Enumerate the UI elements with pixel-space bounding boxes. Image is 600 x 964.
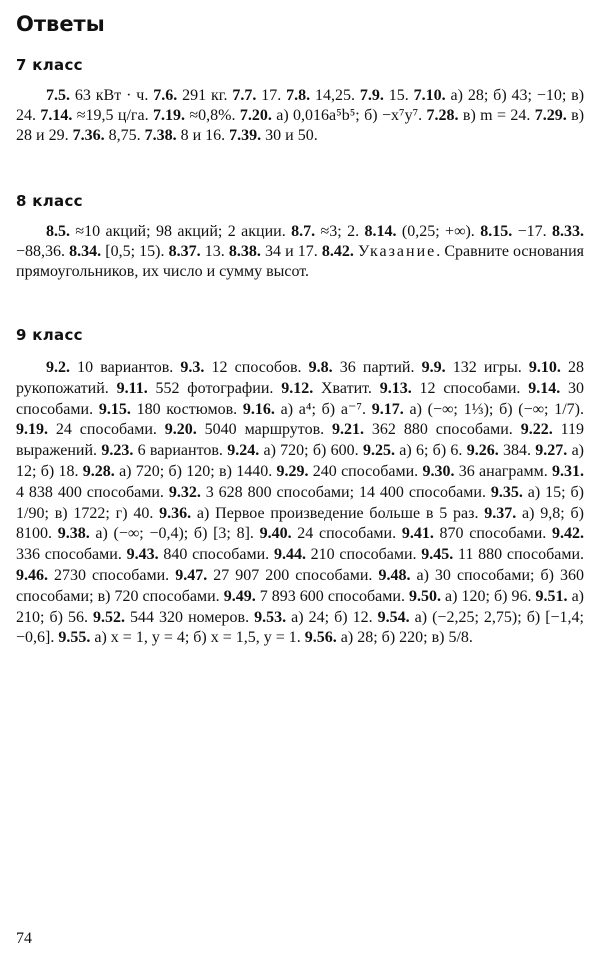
answer-text: 336 способами. xyxy=(16,546,127,564)
answer-text: ≈19,5 ц/га. xyxy=(72,107,153,124)
answer-text: 15. xyxy=(383,87,414,104)
problem-number: 9.25. xyxy=(362,442,395,460)
answer-text: 6 вариантов. xyxy=(133,442,228,460)
answers-grade-9 xyxy=(16,358,584,649)
problem-number: 7.14. xyxy=(40,107,73,124)
answer-text: а) Первое произведение больше в 5 раз. xyxy=(191,504,485,522)
answer-text: 5040 маршрутов. xyxy=(196,421,333,439)
problem-number: 7.7. xyxy=(232,87,257,104)
answer-text: 7 893 600 способами. xyxy=(255,587,409,605)
answer-text: а) 120; б) 96. xyxy=(440,587,536,605)
problem-number: 8.15. xyxy=(480,223,513,240)
answer-text: 12 способов. xyxy=(204,359,309,376)
answer-text: а) 9,8; б) 8100. xyxy=(16,504,585,543)
problem-number: 9.3. xyxy=(180,359,205,376)
answer-text: 30 и 50. xyxy=(261,127,318,144)
answer-text: а) 6; б) 6. xyxy=(394,442,467,460)
problem-number: 7.5. xyxy=(46,87,70,104)
answer-text: а) a⁴; б) a⁻⁷. xyxy=(274,400,372,418)
problem-number: 9.15. xyxy=(98,400,131,418)
answer-text: ≈0,8%. xyxy=(184,107,240,124)
answer-text: 8 и 16. xyxy=(176,127,230,144)
answer-text: а) 210; б) 56. xyxy=(16,587,585,626)
answer-text: 4 838 400 способами. xyxy=(16,483,169,501)
problem-number: 9.21. xyxy=(332,421,365,439)
problem-number: 9.47. xyxy=(175,566,208,584)
answer-text: 36 партий. xyxy=(332,359,422,376)
problem-number: 9.43. xyxy=(126,546,159,564)
problem-number: 9.54. xyxy=(377,608,410,626)
answer-text: а) 15; б) 1/90; в) 1722; г) 40. xyxy=(16,483,585,522)
problem-number: 9.20. xyxy=(164,421,197,439)
answers-grade-8 xyxy=(16,222,584,282)
problem-number: 7.29. xyxy=(534,107,567,124)
answer-text: а) 720; б) 600. xyxy=(259,442,363,460)
problem-number: 7.36. xyxy=(72,127,105,144)
answer-text: 17. xyxy=(256,87,287,104)
problem-number: 9.49. xyxy=(223,587,256,605)
problem-number: 9.19. xyxy=(16,421,48,439)
answer-text: ≈3; 2. xyxy=(315,223,365,240)
problem-number: 9.53. xyxy=(254,608,287,626)
problem-number: 9.22. xyxy=(520,421,553,439)
answer-text: 13. xyxy=(200,243,229,260)
answer-text: а) x = 1, y = 4; б) x = 1,5, y = 1. xyxy=(90,629,305,647)
problem-number: 8.14. xyxy=(364,223,397,240)
answer-text: 119 выражений. xyxy=(16,421,585,460)
problem-number: 9.40. xyxy=(259,525,292,543)
problem-number: 9.13. xyxy=(379,379,412,397)
answer-text: 28 рукопожатий. xyxy=(16,359,585,397)
answer-text: 552 фотографии. xyxy=(147,379,282,397)
problem-number: 9.48. xyxy=(378,566,411,584)
problem-number: 9.36. xyxy=(159,504,192,522)
problem-number: 9.28. xyxy=(82,462,115,480)
problem-number: 9.11. xyxy=(116,379,148,397)
answer-text: 30 способами. xyxy=(16,379,584,418)
problem-number: 7.28. xyxy=(426,107,459,124)
problem-number: 9.56. xyxy=(304,629,337,647)
problem-number: 9.8. xyxy=(308,359,333,376)
answer-text: 384. xyxy=(498,442,536,460)
answer-text: 132 игры. xyxy=(445,359,529,376)
section-heading-grade-9: 9 класс xyxy=(16,326,83,344)
section-heading-grade-7: 7 класс xyxy=(16,56,83,74)
problem-number: 9.14. xyxy=(528,379,561,397)
problem-number: 9.23. xyxy=(101,442,134,460)
problem-number: 9.31. xyxy=(552,462,584,480)
answer-text: 24 способами. xyxy=(291,525,402,543)
problem-number: 9.37. xyxy=(484,504,517,522)
answer-text: [0,5; 15). xyxy=(101,243,169,260)
hint-text: . Сравните основания прямоугольников, их число и сумму высот. xyxy=(16,243,585,280)
answer-text: 12 способами. xyxy=(411,379,529,397)
answer-text: а) 28; б) 43; −10; в) 24. xyxy=(16,87,585,124)
page-title: Ответы xyxy=(16,12,105,36)
problem-number: 9.55. xyxy=(58,629,91,647)
answer-text: 63 кВт · ч. xyxy=(70,87,154,104)
answer-text: 24 способами. xyxy=(48,421,165,439)
problem-number: 8.33. xyxy=(552,223,585,240)
problem-number: 9.10. xyxy=(528,359,561,376)
answer-text: 870 способами. xyxy=(433,525,553,543)
problem-number: 7.10. xyxy=(413,87,446,104)
answer-text: а) 0,016a⁵b⁵; б) −x⁷y⁷. xyxy=(271,107,427,124)
problem-number: 9.46. xyxy=(16,566,48,584)
answer-text: а) 12; б) 18. xyxy=(16,442,585,480)
problem-number: 9.42. xyxy=(552,525,585,543)
problem-number: 9.35. xyxy=(490,483,523,501)
problem-number: 9.44. xyxy=(273,546,306,564)
answer-text: 10 вариантов. xyxy=(70,359,181,376)
problem-number: 9.50. xyxy=(408,587,441,605)
answer-text: а) 28; б) 220; в) 5/8. xyxy=(336,629,473,647)
answer-text: 291 кг. xyxy=(177,87,233,104)
problem-number: 7.8. xyxy=(286,87,311,104)
problem-number: 9.12. xyxy=(281,379,314,397)
answer-text: 8,75. xyxy=(104,127,145,144)
answer-text: 180 костюмов. xyxy=(130,400,243,418)
problem-number: 9.52. xyxy=(93,608,125,626)
hint-label: Указание xyxy=(358,243,437,260)
problem-number: 7.39. xyxy=(229,127,262,144)
problem-number: 9.24. xyxy=(227,442,260,460)
problem-number: 9.30. xyxy=(422,462,455,480)
answer-text: (0,25; +∞). xyxy=(396,223,481,240)
answer-text: −17. xyxy=(512,223,553,240)
answer-text: а) 720; б) 120; в) 1440. xyxy=(114,462,277,480)
answer-text: 11 880 способами. xyxy=(453,546,585,564)
page-number: 74 xyxy=(16,930,32,947)
answer-text: а) (−2,25; 2,75); б) [−1,4; −0,6]. xyxy=(16,608,584,647)
answer-text: 36 анаграмм. xyxy=(454,462,552,480)
problem-number: 9.41. xyxy=(401,525,434,543)
problem-number: 9.29. xyxy=(276,462,309,480)
answer-text: 362 880 способами. xyxy=(364,421,521,439)
answer-text: −88,36. xyxy=(16,243,70,260)
answer-text: 27 907 200 способами. xyxy=(207,566,379,584)
problem-number: 7.6. xyxy=(153,87,178,104)
problem-number: 8.42. xyxy=(321,243,354,260)
problem-number: 9.27. xyxy=(535,442,568,460)
answer-text: в) 28 и 29. xyxy=(16,107,585,144)
problem-number: 8.37. xyxy=(168,243,201,260)
problem-number: 7.19. xyxy=(152,107,185,124)
problem-number: 9.26. xyxy=(466,442,499,460)
answer-text: а) 30 способами; б) 360 способами; в) 720 способами. xyxy=(16,566,585,605)
answer-text: а) (−∞; 1⅓); б) (−∞; 1/7). xyxy=(403,400,584,418)
problem-number: 8.5. xyxy=(46,223,70,240)
problem-number: 9.9. xyxy=(421,359,446,376)
problem-number: 9.17. xyxy=(371,400,404,418)
problem-number: 9.51. xyxy=(535,587,568,605)
problem-number: 8.7. xyxy=(291,223,316,240)
answer-text: ≈10 акций; 98 акций; 2 акции. xyxy=(70,223,292,240)
answer-text: 240 способами. xyxy=(308,462,423,480)
problem-number: 9.2. xyxy=(46,359,70,376)
problem-number: 9.32. xyxy=(168,483,201,501)
answer-text: 3 628 800 способами; 14 400 способами. xyxy=(200,483,491,501)
problem-number: 7.20. xyxy=(239,107,272,124)
answer-text: Хватит. xyxy=(313,379,380,397)
problem-number: 9.16. xyxy=(242,400,275,418)
problem-number: 8.38. xyxy=(228,243,261,260)
answer-text: 2730 способами. xyxy=(48,566,176,584)
answer-text: 544 320 номеров. xyxy=(125,608,255,626)
problem-number: 8.34. xyxy=(69,243,102,260)
problem-number: 9.45. xyxy=(421,546,454,564)
problem-number: 9.38. xyxy=(57,525,90,543)
answer-text: а) 24; б) 12. xyxy=(286,608,378,626)
problem-number: 7.38. xyxy=(144,127,177,144)
answers-grade-7 xyxy=(16,86,584,146)
answer-text: в) m = 24. xyxy=(458,107,535,124)
problem-number: 7.9. xyxy=(359,87,384,104)
answer-text: 14,25. xyxy=(310,87,360,104)
answer-text: 210 способами. xyxy=(305,546,422,564)
section-heading-grade-8: 8 класс xyxy=(16,192,83,210)
answer-text: а) (−∞; −0,4); б) [3; 8]. xyxy=(89,525,260,543)
answer-text: 34 и 17. xyxy=(260,243,322,260)
answer-text: 840 способами. xyxy=(158,546,274,564)
